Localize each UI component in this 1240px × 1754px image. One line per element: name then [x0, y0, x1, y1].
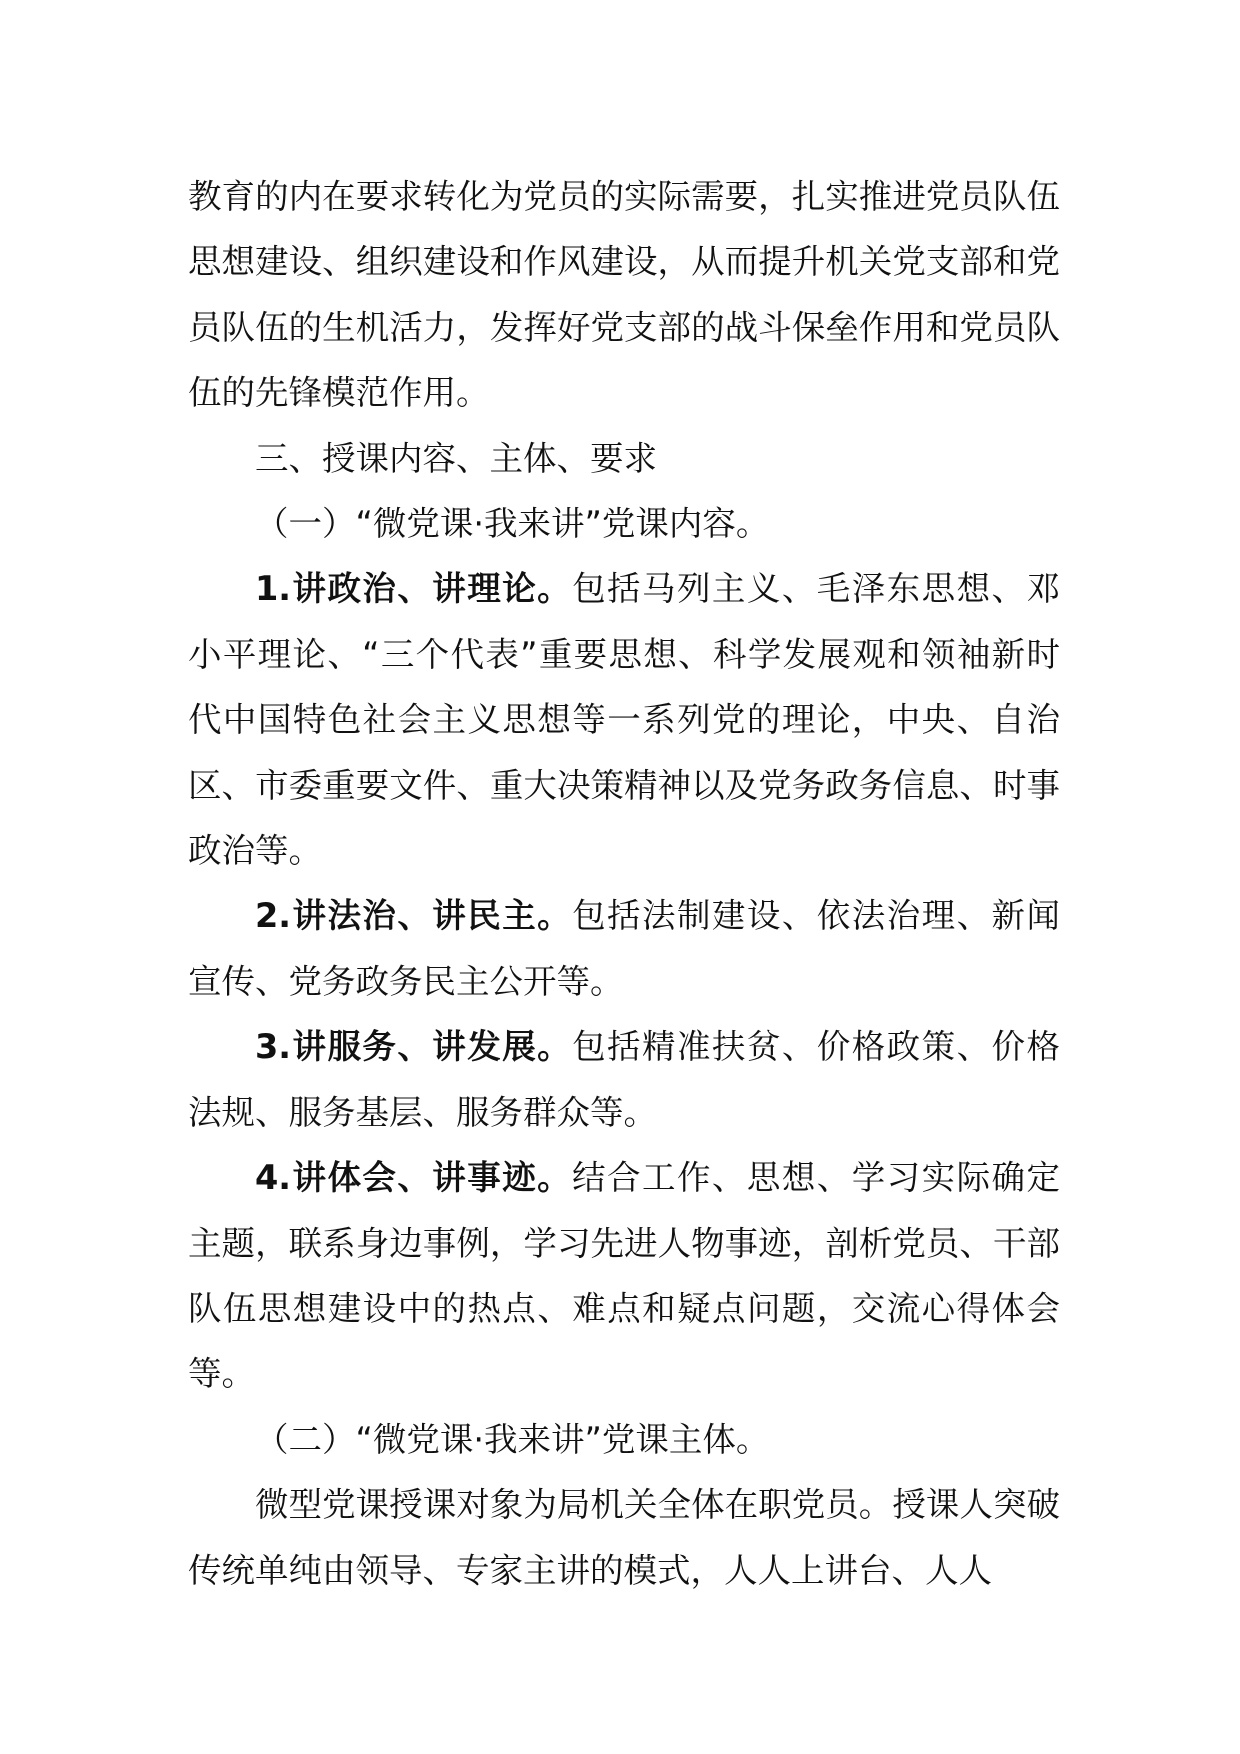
paragraph-item-2: [188, 883, 1060, 1014]
paragraph-item-3: [188, 1014, 1060, 1145]
section-heading-3: [188, 426, 1060, 491]
heading-text: （二）“微党课·我来讲”党课主体。: [255, 1419, 770, 1459]
paragraph-continuation: [188, 164, 1060, 426]
item-lead: 1.讲政治、讲理论。: [255, 569, 573, 609]
paragraph-text: 微型党课授课对象为局机关全体在职党员。授课人突破传统单纯由领导、专家主讲的模式，人人上讲台、人人: [188, 1485, 1060, 1590]
item-lead: 4.讲体会、讲事迹。: [255, 1158, 573, 1198]
item-text: 结合工作、思想、学习实际确定主题，联系身边事例，学习先进人物事迹，剖析党员、干部队伍思想建设中的热点、难点和疑点问题，交流心得体会等。: [188, 1158, 1060, 1394]
paragraph-subject-body: [188, 1472, 1060, 1603]
paragraph-text: 教育的内在要求转化为党员的实际需要，扎实推进党员队伍思想建设、组织建设和作风建设，从而提升机关党支部和党员队伍的生机活力，发挥好党支部的战斗保垒作用和党员队伍的先锋模范作用。: [188, 177, 1060, 413]
paragraph-item-4: [188, 1145, 1060, 1407]
document-page: [188, 164, 1060, 1603]
paragraph-item-1: [188, 556, 1060, 883]
heading-text: 三、授课内容、主体、要求: [255, 438, 657, 478]
subsection-heading-subject: [188, 1407, 1060, 1472]
subsection-heading-content: [188, 491, 1060, 556]
item-text: 包括法制建设、依法治理、新闻宣传、党务政务民主公开等。: [188, 896, 1060, 1001]
item-lead: 2.讲法治、讲民主。: [255, 896, 573, 936]
item-text: 包括马列主义、毛泽东思想、邓小平理论、“三个代表”重要思想、科学发展观和领袖新时代中国特色社会主义思想等一系列党的理论，中央、自治区、市委重要文件、重大决策精神以及党务政务信息、时事政治等。: [188, 569, 1060, 871]
heading-text: （一）“微党课·我来讲”党课内容。: [255, 504, 770, 544]
item-lead: 3.讲服务、讲发展。: [255, 1027, 573, 1067]
item-text: 包括精准扶贫、价格政策、价格法规、服务基层、服务群众等。: [188, 1027, 1060, 1132]
